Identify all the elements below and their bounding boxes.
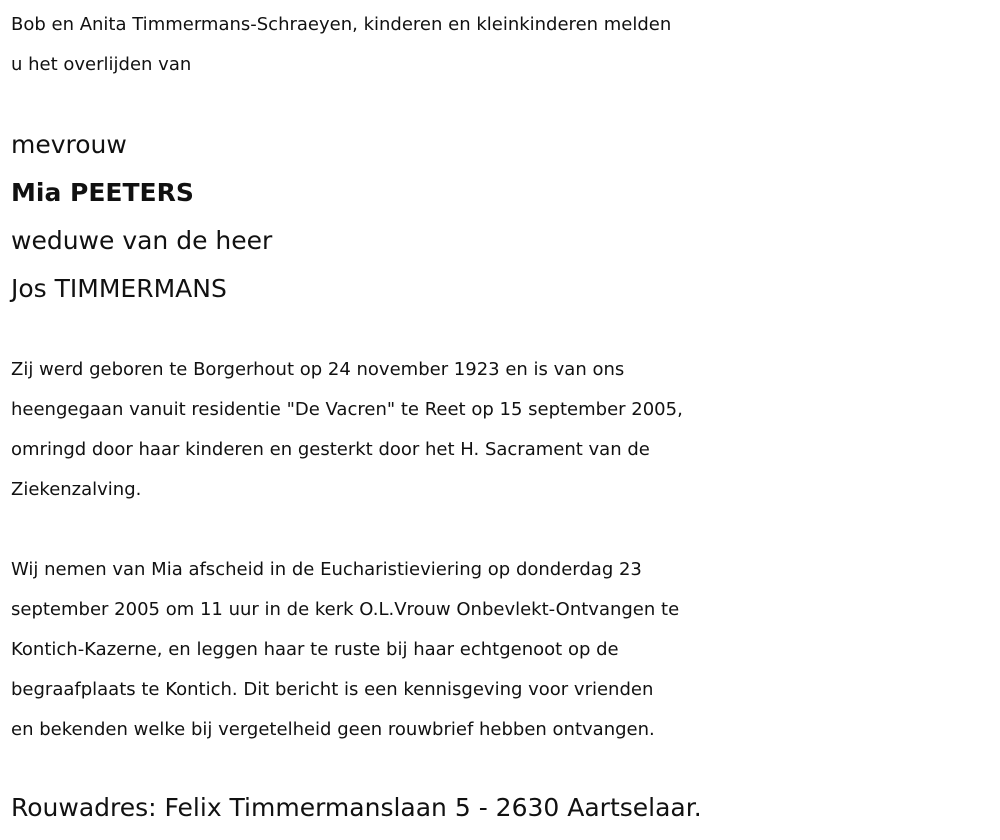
ceremony-paragraph: [11, 550, 996, 750]
paragraph-line: en bekenden welke bij vergetelheid geen rouwbrief hebben ontvangen.: [11, 719, 655, 740]
paragraph-line: september 2005 om 11 uur in de kerk O.L.Vrouw Onbevlekt-Ontvangen te: [11, 599, 680, 620]
paragraph-line: Wij nemen van Mia afscheid in de Eucharistieviering op donderdag 23: [11, 559, 642, 580]
widow-line: weduwe van de heer: [11, 226, 273, 255]
birth-death-paragraph: [11, 350, 996, 510]
spouse-name: Jos TIMMERMANS: [11, 274, 227, 303]
paragraph-line: Ziekenzalving.: [11, 479, 142, 500]
intro-line: Bob en Anita Timmermans-Schraeyen, kinderen en kleinkinderen melden: [11, 14, 672, 35]
deceased-name: Mia PEETERS: [11, 178, 194, 207]
mourning-address: Rouwadres: Felix Timmermanslaan 5 - 2630 Aartselaar.: [11, 793, 702, 822]
intro-line: u het overlijden van: [11, 54, 192, 75]
paragraph-line: heengegaan vanuit residentie "De Vacren" te Reet op 15 september 2005,: [11, 399, 683, 420]
paragraph-line: Zij werd geboren te Borgerhout op 24 november 1923 en is van ons: [11, 359, 625, 380]
intro-paragraph: [11, 5, 996, 85]
title-line: mevrouw: [11, 130, 127, 159]
paragraph-line: omringd door haar kinderen en gesterkt door het H. Sacrament van de: [11, 439, 650, 460]
paragraph-line: Kontich-Kazerne, en leggen haar te ruste bij haar echtgenoot op de: [11, 639, 619, 660]
paragraph-line: begraafplaats te Kontich. Dit bericht is een kennisgeving voor vrienden: [11, 679, 654, 700]
